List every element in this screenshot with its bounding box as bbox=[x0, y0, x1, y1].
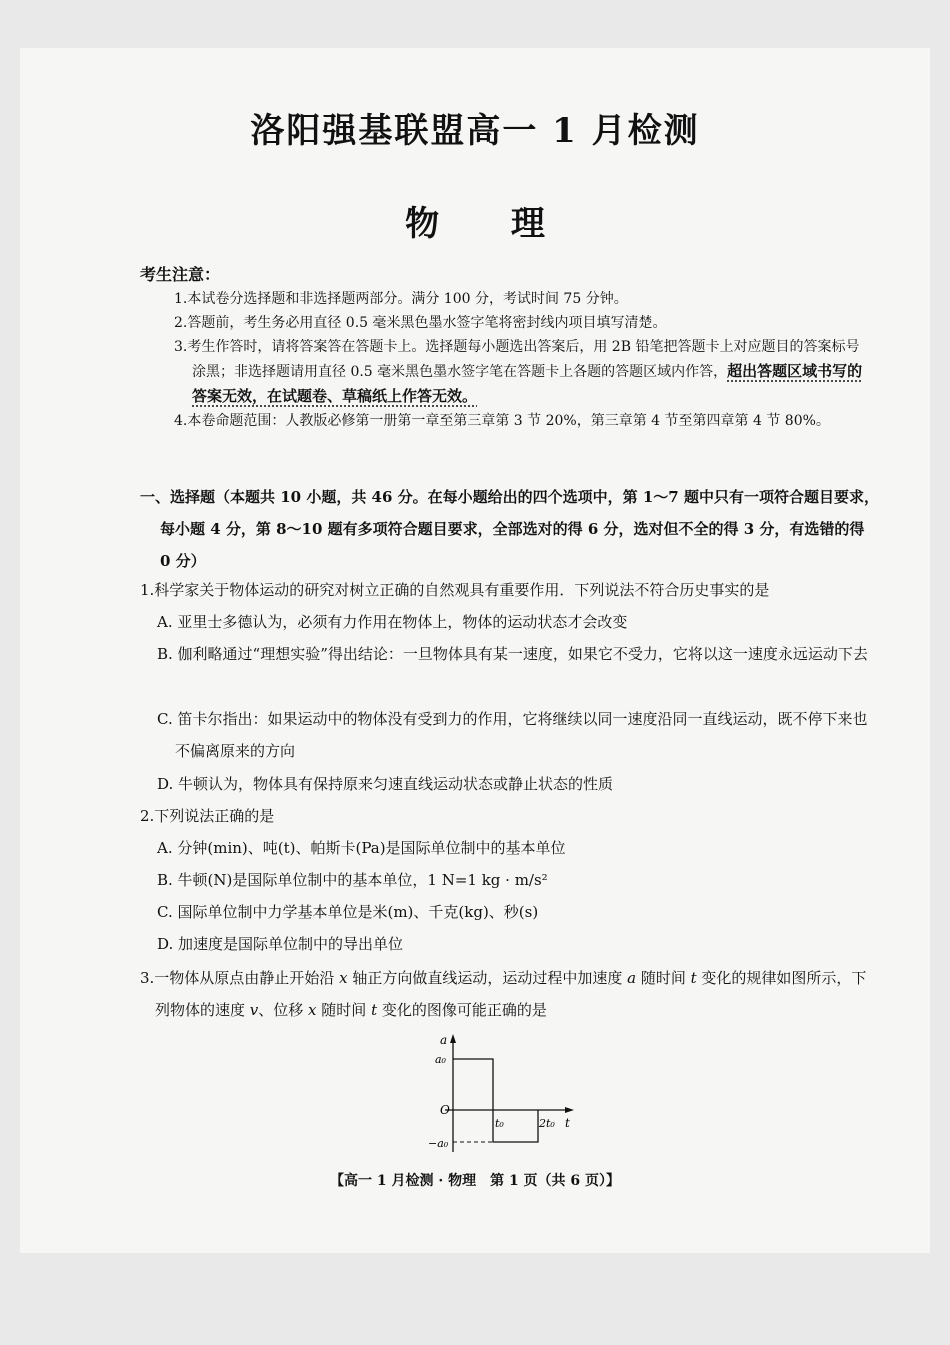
subject-char-1: 物 bbox=[405, 204, 440, 244]
question-1-option-a: A. 亚里士多德认为，必须有力作用在物体上，物体的运动状态才会改变 bbox=[157, 613, 628, 631]
question-1-stem: 1.科学家关于物体运动的研究对树立正确的自然观具有重要作用．下列说法不符合历史事实的是 bbox=[140, 581, 770, 599]
label-a0: a₀ bbox=[435, 1053, 446, 1066]
question-1-option-c: C. 笛卡尔指出：如果运动中的物体没有受到力的作用，它将继续以同一速度沿同一直线运动，既不停下来也不偏离原来的方向 bbox=[157, 710, 868, 760]
notice-item-3-emphasis: 超出答题区域书写的答案无效，在试题卷、草稿纸上作答无效。 bbox=[192, 362, 863, 405]
question-1-option-b: B. 伽利略通过“理想实验”得出结论：一旦物体具有某一速度，如果它不受力，它将以这一速度永远运动下去 bbox=[157, 645, 868, 663]
exam-title: 洛阳强基联盟高一 1 月检测 bbox=[250, 111, 700, 151]
notice-item-3-text: 3.考生作答时，请将答案答在答题卡上。选择题每小题选出答案后，用 2B 铅笔把答题卡上对应题目的答案标号涂黑；非选择题请用直径 0.5 毫米黑色墨水签字笔在答题卡上各题的答题区域内作答， bbox=[174, 339, 860, 380]
notice-item-1: 1.本试卷分选择题和非选择题两部分。满分 100 分，考试时间 75 分钟。 bbox=[174, 291, 628, 307]
notice-heading: 考生注意： bbox=[140, 265, 221, 284]
label-2t0: 2t₀ bbox=[539, 1117, 555, 1130]
q3-text-4: 变化的规律如图所示，下列物体的速度 bbox=[155, 969, 867, 1019]
notice-item-3 bbox=[174, 335, 864, 409]
question-2-option-b: B. 牛顿(N)是国际单位制中的基本单位，1 N=1 kg · m/s² bbox=[157, 871, 548, 889]
label-origin: O bbox=[440, 1103, 450, 1117]
notice-list bbox=[174, 287, 864, 433]
q3-text-3: 随时间 bbox=[636, 969, 691, 987]
notice-item-4: 4.本卷命题范围：人教版必修第一册第一章至第三章第 3 节 20%，第三章第 4 节至第四章第 4 节 80%。 bbox=[174, 413, 830, 429]
q3-var-t2: t bbox=[371, 1001, 378, 1019]
question-1-option-d: D. 牛顿认为，物体具有保持原来匀速直线运动状态或静止状态的性质 bbox=[157, 775, 614, 793]
q3-var-t: t bbox=[690, 969, 697, 987]
label-t0: t₀ bbox=[495, 1117, 504, 1130]
question-2-option-c: C. 国际单位制中力学基本单位是米(m)、千克(kg)、秒(s) bbox=[157, 903, 539, 921]
q3-text-1: 3.一物体从原点由静止开始沿 bbox=[140, 969, 340, 987]
q3-text-6: 随时间 bbox=[316, 1001, 372, 1019]
question-3-stem bbox=[140, 962, 867, 1026]
q3-var-v: v bbox=[249, 1001, 259, 1019]
subject-char-2: 理 bbox=[510, 204, 545, 244]
page-footer: 【高一 1 月检测 · 物理 第 1 页（共 6 页）】 bbox=[329, 1173, 621, 1189]
q3-text-7: 变化的图像可能正确的是 bbox=[377, 1001, 547, 1019]
question-2-stem: 2.下列说法正确的是 bbox=[140, 807, 275, 825]
section-1-heading: 一、选择题（本题共 10 小题，共 46 分。在每小题给出的四个选项中，第 1～7 题中只有一项符合题目要求，每小题 4 分，第 8～10 题有多项符合题目要求，全部选对的得 6 分，选对但不全的得 3 分，有选错的得 0 分） bbox=[140, 488, 879, 570]
notice-item-2: 2.答题前，考生务必用直径 0.5 毫米黑色墨水签字笔将密封线内项目填写清楚。 bbox=[174, 315, 667, 331]
acceleration-time-graph bbox=[420, 1030, 590, 1155]
question-2-option-d: D. 加速度是国际单位制中的导出单位 bbox=[157, 935, 404, 953]
positive-segment bbox=[453, 1059, 493, 1110]
q3-var-a: a bbox=[627, 969, 637, 987]
label-neg-a0: −a₀ bbox=[428, 1137, 449, 1150]
q3-text-2: 轴正方向做直线运动，运动过程中加速度 bbox=[347, 969, 628, 987]
question-2-option-a: A. 分钟(min)、吨(t)、帕斯卡(Pa)是国际单位制中的基本单位 bbox=[157, 839, 566, 857]
label-a: a bbox=[440, 1033, 448, 1047]
a-axis-arrow-icon bbox=[450, 1034, 456, 1043]
q3-var-x: x bbox=[339, 969, 348, 987]
q3-text-5: 、位移 bbox=[258, 1001, 309, 1019]
q3-var-x2: x bbox=[308, 1001, 317, 1019]
subject-title bbox=[0, 196, 950, 245]
t-axis-arrow-icon bbox=[565, 1107, 574, 1113]
label-t: t bbox=[565, 1116, 570, 1130]
